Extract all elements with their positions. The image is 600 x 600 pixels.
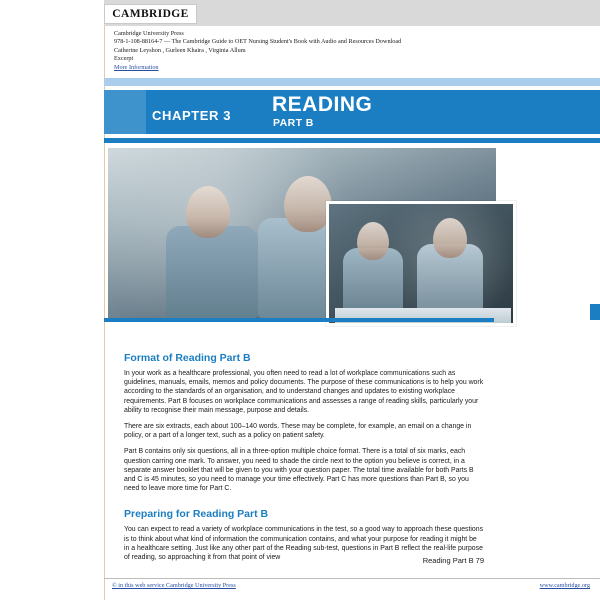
section-heading-preparing: Preparing for Reading Part B <box>124 508 269 521</box>
body-content <box>124 352 484 569</box>
footer-divider <box>104 578 600 579</box>
cambridge-logo-text: CAMBRIDGE <box>112 8 189 20</box>
photo-area <box>104 148 600 338</box>
page-blue-tab <box>590 304 600 320</box>
chapter-title: READING <box>272 93 373 116</box>
section-heading-format: Format of Reading Part B <box>124 352 251 364</box>
more-information-link[interactable]: More Information <box>114 64 159 72</box>
pub-line-4: Excerpt <box>114 54 134 62</box>
inset-figure-head-left <box>357 222 389 260</box>
publisher-metadata <box>114 30 584 72</box>
format-paragraph-2: There are six extracts, each about 100–140 words. These may be complete, for example, an email on a change in policy, or a part of a longer text, such as a policy on patient safety. <box>124 423 472 440</box>
inset-desk <box>335 308 511 326</box>
photo-figure-head-right <box>284 176 332 232</box>
copyright-link[interactable]: © in this web service Cambridge University Press <box>112 582 236 589</box>
page-footer-label: Reading Part B 79 <box>422 556 484 565</box>
pub-line-3: Catherine Leyshon , Gurleen Khaira , Virginia Allum <box>114 46 246 54</box>
banner-bottom-stripe <box>104 138 600 143</box>
photo-figure-body-left <box>166 226 258 318</box>
chapter-label: CHAPTER 3 <box>152 108 232 123</box>
inset-photo <box>326 201 516 326</box>
preparing-paragraph-1: You can expect to read a variety of workplace communications in the test, so a good way to approach these questions is to think about what kind of information the communication contains, and what your purpose for reading it might be in a healthcare setting. Just like any other part of the Reading sub-test, questions in Part B reflect the real-life purpose of reading, so approaching it from that point of view <box>124 526 484 562</box>
banner-notch-blue <box>104 90 146 134</box>
inset-figure-head-right <box>433 218 467 258</box>
photo-figure-head-left <box>186 186 230 238</box>
format-paragraph-1: In your work as a healthcare professional, you often need to read a lot of workplace communications such as guidelines, manuals, emails, memos and policy documents. The purpose of these communications is to help you work according to the standards of an organisation, and to understand changes and updates to existing workplace requirements. Part B focuses on workplace communications and assesses a range of reading skills, particularly your ability to recognise their main message, purpose and details. <box>124 370 484 414</box>
chapter-subtitle: PART B <box>273 117 314 129</box>
section-spacer <box>124 500 484 508</box>
pub-line-2: 978-1-108-88164-7 — The Cambridge Guide to OET Nursing Student's Book with Audio and Resources Download <box>114 38 402 46</box>
format-paragraph-3: Part B contains only six questions, all in a three-option multiple choice format. There is a total of six marks, each question carring one mark. To answer, you need to shade the circle next to the option you believe is correct, in a separate answer booklet that will be given to you with your question paper. The total time available for both Parts B and C is 45 minutes, so you need to manage your time effectively. Part C has more questions than Part B, so you need to leave more time for Part C. <box>124 448 474 493</box>
chapter-banner <box>104 78 600 146</box>
photo-bottom-rule <box>104 318 494 322</box>
cambridge-logo <box>104 4 197 24</box>
cambridge-website-link[interactable]: www.cambridge.org <box>539 582 590 589</box>
banner-top-stripe <box>104 78 600 86</box>
pub-line-1: Cambridge University Press <box>114 30 184 37</box>
